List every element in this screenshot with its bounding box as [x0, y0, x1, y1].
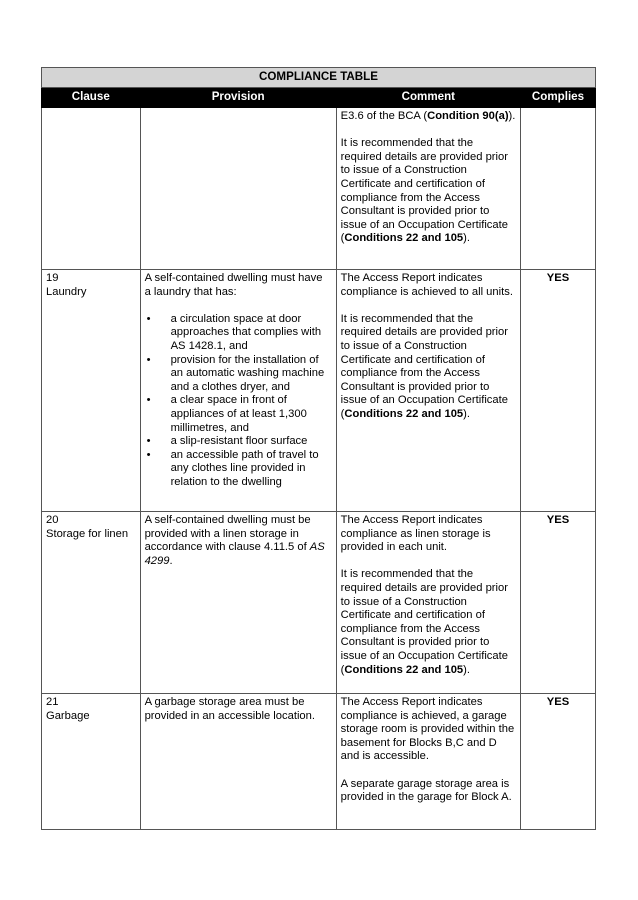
complies-cell [520, 108, 595, 270]
clause-name: Garbage [46, 709, 90, 722]
comment-paragraph: A separate garage storage area is provided in the garage for Block A. [340, 777, 512, 804]
comment-paragraph: The Access Report indicates compliance is achieved, a garage storage room is provided within the basement for Blocks B,C and D and is accessible. [340, 696, 515, 763]
clause-number: 21 [46, 696, 59, 708]
header-provision: Provision [140, 88, 336, 108]
header-complies: Complies [520, 88, 595, 108]
clause-cell [42, 512, 141, 694]
provision-cell [140, 694, 336, 830]
clause-name: Laundry [46, 285, 87, 298]
comment-cell [336, 270, 520, 512]
clause-number: 19 [46, 272, 59, 284]
comment-paragraph: It is recommended that the required details are provided prior to issue of a Construction Certificate and certification of compliance from the Access Consultant is provided prior to issue of an Occupation Certificate (Conditions 22 and 105). [340, 568, 508, 676]
complies-cell: YES [520, 270, 595, 512]
provision-cell [140, 512, 336, 694]
provision-cell [140, 270, 336, 512]
comment-cell [336, 512, 520, 694]
provision-list [145, 313, 332, 490]
header-clause: Clause [42, 88, 141, 108]
compliance-table-page [41, 67, 596, 830]
provision-text: A self-contained dwelling must have a laundry that has: [144, 272, 323, 298]
table-row [42, 512, 596, 694]
compliance-table [41, 67, 596, 830]
clause-cell [42, 108, 141, 270]
comment-paragraph: It is recommended that the required details are provided prior to issue of a Construction Certificate and certification of compliance from the Access Consultant is provided prior to issue of an Occupation Certificate (Conditions 22 and 105). [340, 137, 508, 245]
provision-text: A self-contained dwelling must be provided with a linen storage in accordance with clause 4.11.5 of AS 4299. [144, 514, 325, 567]
table-row [42, 694, 596, 830]
list-item: • a circulation space at door approaches that complies with AS 1428.1, and [145, 313, 332, 354]
provision-text: A garbage storage area must be provided in an accessible location. [144, 696, 315, 722]
clause-number: 20 [46, 514, 59, 526]
provision-cell [140, 108, 336, 270]
list-item: • an accessible path of travel to any clothes line provided in relation to the dwelling [145, 449, 332, 490]
comment-paragraph: E3.6 of the BCA (Condition 90(a)). [340, 110, 516, 122]
clause-name: Storage for linen [46, 527, 129, 540]
clause-cell [42, 694, 141, 830]
complies-cell: YES [520, 512, 595, 694]
comment-paragraph: The Access Report indicates compliance is achieved to all units. [340, 272, 513, 298]
clause-cell [42, 270, 141, 512]
comment-paragraph: The Access Report indicates compliance as linen storage is provided in each unit. [340, 514, 491, 554]
list-item: • a clear space in front of appliances of at least 1,300 millimetres, and [145, 394, 332, 435]
list-item: • a slip-resistant floor surface [145, 435, 332, 449]
header-comment: Comment [336, 88, 520, 108]
comment-cell [336, 108, 520, 270]
list-item: • provision for the installation of an automatic washing machine and a clothes dryer, and [145, 354, 332, 395]
comment-paragraph: It is recommended that the required details are provided prior to issue of a Construction Certificate and certification of compliance from the Access Consultant is provided prior to issue of an Occupation Certificate (Conditions 22 and 105). [340, 312, 508, 420]
complies-cell: YES [520, 694, 595, 830]
table-row [42, 270, 596, 512]
table-row [42, 108, 596, 270]
table-title: COMPLIANCE TABLE [42, 68, 596, 88]
comment-cell [336, 694, 520, 830]
